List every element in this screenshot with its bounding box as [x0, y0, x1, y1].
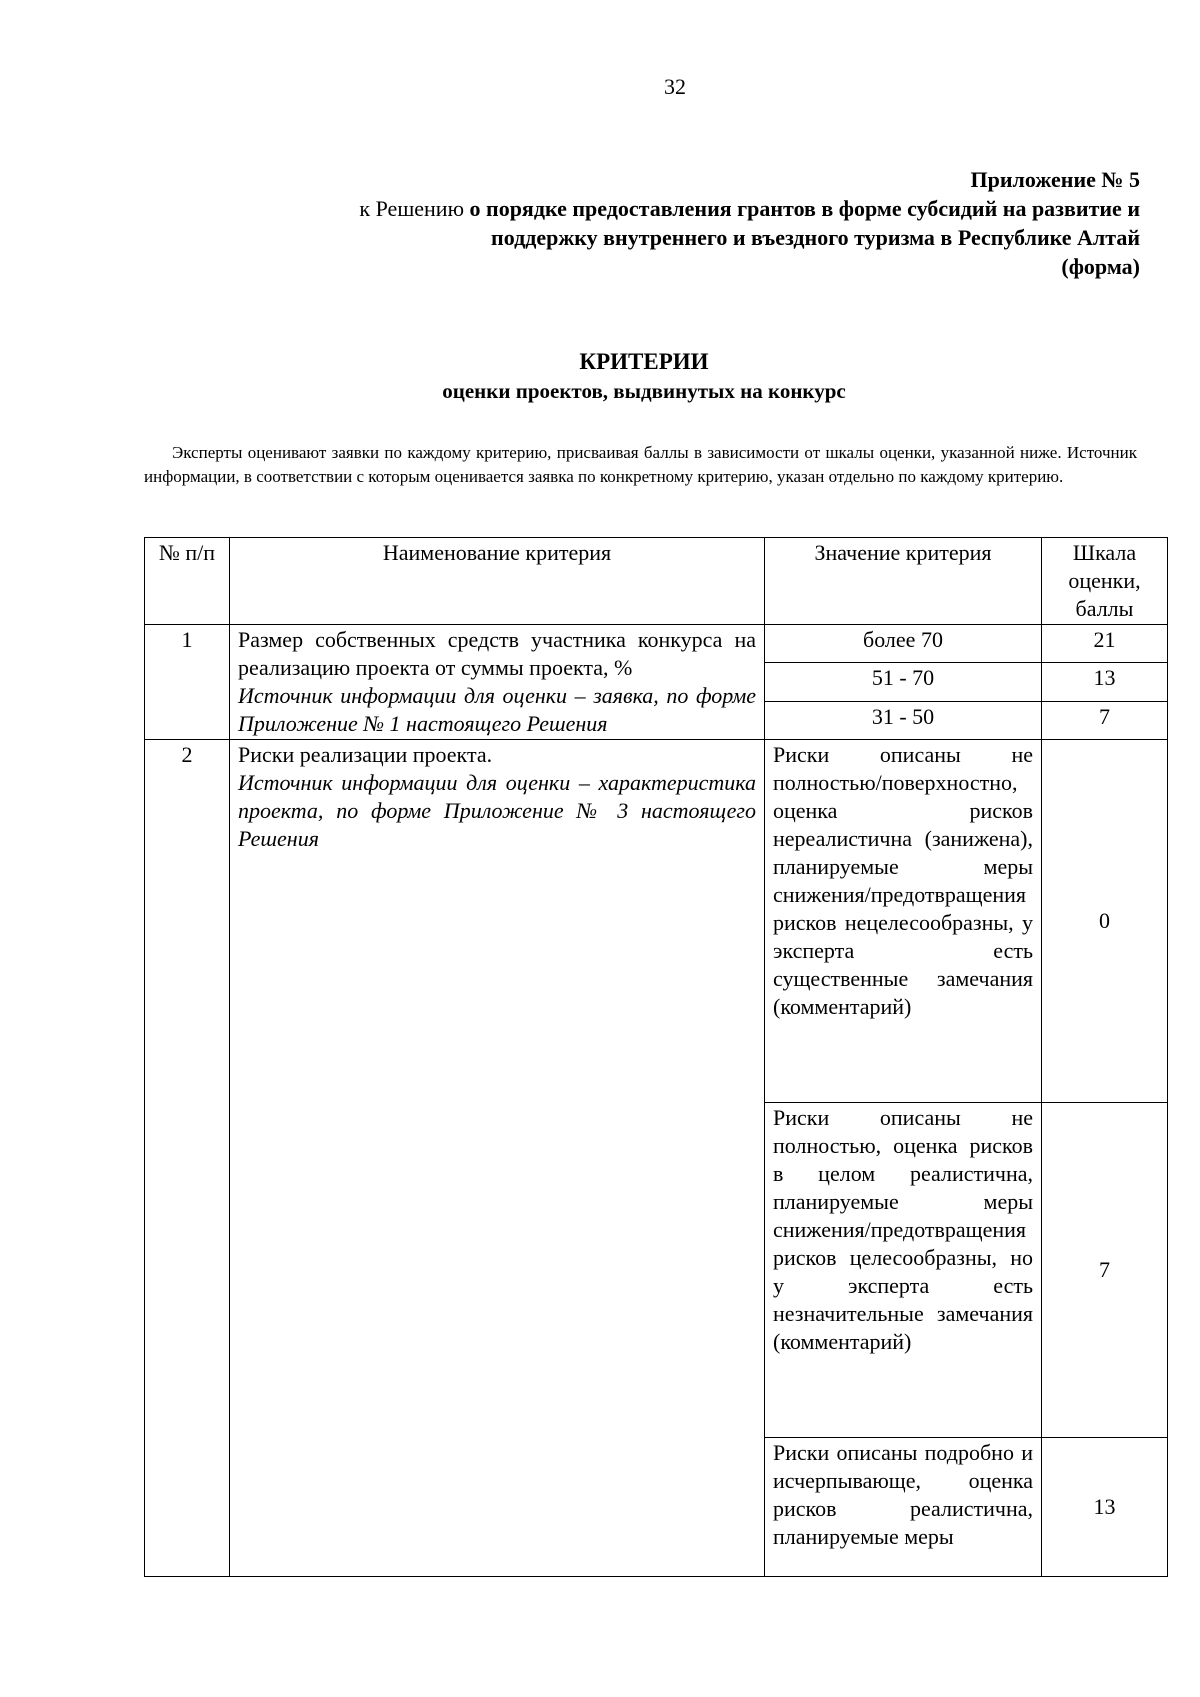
page-number: 32	[664, 74, 686, 99]
header-num: № п/п	[145, 538, 230, 625]
row2-option2-score: 7	[1042, 1103, 1168, 1438]
table-header-row	[145, 538, 1168, 625]
row1-name: Размер собственных средств участника конкурса на реализацию проекта от суммы проекта, %	[238, 627, 756, 680]
appendix-header	[200, 165, 1140, 281]
row2-option1-value: Риски описаны не полностью/поверхностно, оценка рисков нереалистична (занижена), планируемые меры снижения/предотвращения рисков нецелесообразны, у эксперта есть существенные замечания (комментарий)	[765, 740, 1042, 1103]
appendix-form-label: (форма)	[1061, 254, 1140, 279]
appendix-decision-title-cont: поддержку внутреннего и въездного туризма в Республике Алтай	[491, 225, 1140, 250]
row2-option2-value: Риски описаны не полностью, оценка рисков в целом реалистична, планируемые меры снижения/предотвращения рисков целесообразны, но у эксперта есть незначительные замечания (комментарий)	[765, 1103, 1042, 1438]
row1-option1-score: 21	[1042, 625, 1168, 663]
row1-num: 1	[145, 625, 230, 740]
header-score: Шкала оценки, баллы	[1042, 538, 1168, 625]
appendix-number: Приложение № 5	[970, 167, 1140, 192]
row2-name: Риски реализации проекта.	[238, 742, 493, 767]
appendix-decision-line	[200, 194, 1140, 223]
row1-name-cell	[230, 625, 765, 740]
title-sub: оценки проектов, выдвинутых на конкурс	[442, 379, 846, 403]
row1-option1-value: более 70	[765, 625, 1042, 663]
row2-option3-score: 13	[1042, 1438, 1168, 1577]
appendix-decision-prefix: к Решению	[359, 196, 465, 221]
row2-option1-score: 0	[1042, 740, 1168, 1103]
criteria-table	[144, 537, 1168, 1577]
header-value: Значение критерия	[765, 538, 1042, 625]
table-row	[145, 740, 1168, 1103]
row2-source: Источник информации для оценки – характеристика проекта, по форме Приложение № 3 настоящего Решения	[238, 770, 756, 851]
table-row	[145, 625, 1168, 663]
row1-option2-score: 13	[1042, 663, 1168, 701]
intro-paragraph: Эксперты оценивают заявки по каждому критерию, присваивая баллы в зависимости от шкалы оценки, указанной ниже. Источник информации, в соответствии с которым оценивается заявка по конкретному критерию, указан отдельно по каждому критерию.	[144, 443, 1137, 486]
row2-num: 2	[145, 740, 230, 1577]
title-main: КРИТЕРИИ	[579, 349, 709, 374]
row1-option3-value: 31 - 50	[765, 701, 1042, 739]
row1-option3-score: 7	[1042, 701, 1168, 739]
row2-name-cell	[230, 740, 765, 1577]
row2-option3-value: Риски описаны подробно и исчерпывающе, оценка рисков реалистична, планируемые меры	[765, 1438, 1042, 1577]
row1-option2-value: 51 - 70	[765, 663, 1042, 701]
appendix-decision-title: о порядке предоставления грантов в форме субсидий на развитие и	[464, 196, 1140, 221]
row1-source: Источник информации для оценки – заявка, по форме Приложение № 1 настоящего Решения	[238, 683, 756, 736]
header-name: Наименование критерия	[230, 538, 765, 625]
document-title	[144, 347, 1144, 405]
